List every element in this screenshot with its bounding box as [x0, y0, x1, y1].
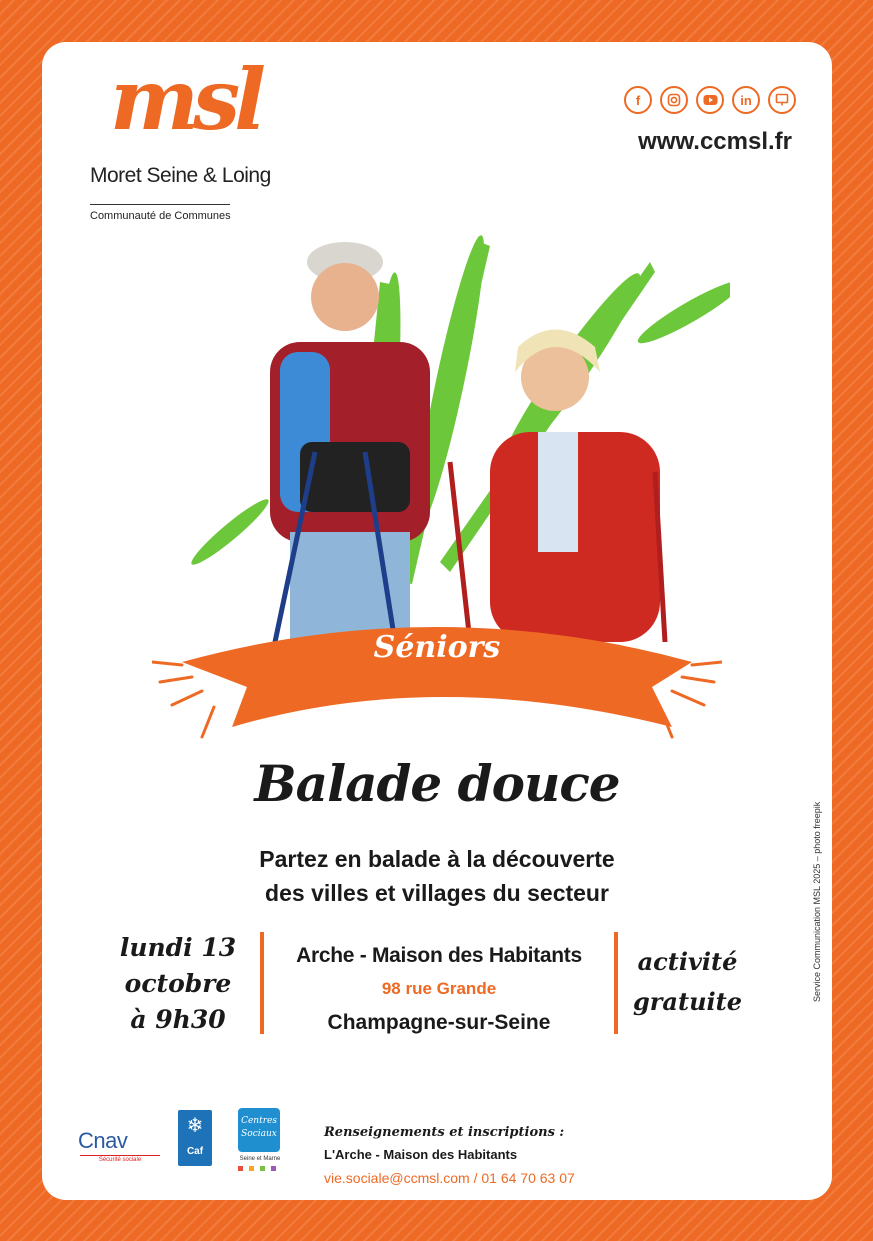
- centres-sociaux-logo: [238, 1108, 280, 1152]
- logo-name: Moret Seine & Loing: [90, 164, 271, 187]
- subtitle-line: Partez en balade à la découverte: [259, 846, 615, 872]
- venue-street: 98 rue Grande: [381, 979, 497, 998]
- seniors-banner: [152, 587, 722, 762]
- caf-logo: [178, 1110, 212, 1166]
- info-title: Renseignements et inscriptions :: [324, 1125, 565, 1140]
- logo-letters: msl: [110, 50, 261, 149]
- cnav-logo: Cnav: [78, 1128, 128, 1153]
- photo-credit: Service Communication MSL 2025 – photo freepik: [812, 801, 822, 1002]
- price-line: activité: [637, 947, 738, 976]
- contact-link[interactable]: vie.sociale@ccmsl.com / 01 64 70 63 07: [324, 1170, 575, 1186]
- centre-line: Sociaux: [241, 1129, 277, 1139]
- event-date: [92, 930, 264, 1038]
- venue-town: Champagne-sur-Seine: [327, 1011, 551, 1034]
- date-line: à 9h30: [130, 1005, 226, 1034]
- facebook-icon[interactable]: f: [624, 86, 652, 114]
- dot: [271, 1166, 276, 1171]
- instagram-icon[interactable]: [660, 86, 688, 114]
- centre-subtitle: Seine et Marne: [239, 1156, 281, 1162]
- msl-logo[interactable]: [90, 50, 320, 222]
- caf-label: Caf: [186, 1146, 204, 1157]
- event-venue: [264, 938, 614, 1042]
- venue-name: Arche - Maison des Habitants: [296, 944, 582, 967]
- screen-icon[interactable]: [768, 86, 796, 114]
- poster-card: [42, 42, 832, 1200]
- logo-subtitle: Communauté de Communes: [90, 210, 231, 222]
- info-place: L'Arche - Maison des Habitants: [324, 1147, 518, 1162]
- event-subtitle: [42, 842, 832, 910]
- dot: [238, 1166, 243, 1171]
- event-title: Balade douce: [254, 754, 620, 813]
- color-dots: [238, 1166, 276, 1171]
- centre-line: Centres: [241, 1116, 277, 1126]
- website-link[interactable]: www.ccmsl.fr: [638, 128, 792, 155]
- linkedin-icon[interactable]: in: [732, 86, 760, 114]
- divider-right: [614, 932, 618, 1034]
- social-links: [624, 86, 796, 114]
- snowflake-icon: ❄: [186, 1113, 204, 1137]
- youtube-icon[interactable]: [696, 86, 724, 114]
- subtitle-line: des villes et villages du secteur: [265, 880, 609, 906]
- cnav-tagline: Sécurité sociale: [80, 1155, 160, 1163]
- price-line: gratuite: [633, 987, 742, 1016]
- seniors-hiking-photo: [150, 202, 730, 642]
- partner-logos: [78, 1106, 298, 1176]
- dot: [249, 1166, 254, 1171]
- banner-label: Séniors: [373, 630, 501, 665]
- dot: [260, 1166, 265, 1171]
- date-line: lundi 13: [119, 933, 237, 962]
- event-price: [620, 942, 755, 1022]
- date-line: octobre: [124, 969, 232, 998]
- contact-info: [324, 1122, 575, 1190]
